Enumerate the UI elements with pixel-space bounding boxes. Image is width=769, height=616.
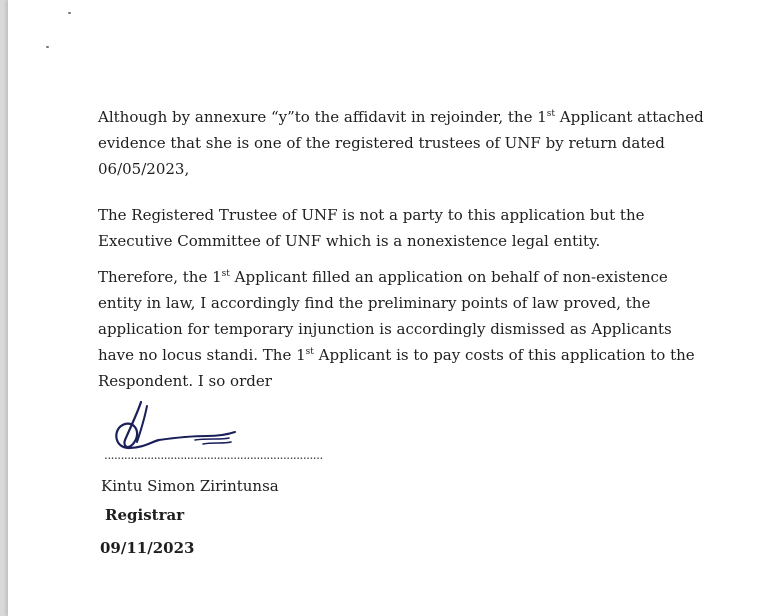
text-line: Executive Committee of UNF which is a nonexistence legal entity.: [98, 232, 601, 250]
ordinal-suffix: st: [221, 269, 230, 279]
signatory-title: Registrar: [105, 506, 185, 524]
ordinal-suffix: st: [546, 109, 556, 119]
text-run: Applicant filled an application on behalf of non-existence: [229, 268, 668, 286]
text-line: [98, 264, 698, 290]
paragraph-annexure: [98, 104, 704, 182]
text-line: application for temporary injunction is accordingly dismissed as Applicants: [98, 320, 672, 338]
signature-date: 09/11/2023: [100, 539, 195, 557]
text-line: [98, 104, 704, 130]
text-line: [98, 342, 698, 368]
paragraph-ruling: [98, 264, 698, 394]
ordinal-suffix: st: [305, 347, 314, 357]
text-line: The Registered Trustee of UNF is not a party to this application but the: [98, 206, 645, 224]
text-run: Therefore, the 1: [98, 268, 222, 286]
document-page: [8, 0, 769, 616]
text-line: evidence that she is one of the registered trustees of UNF by return dated: [98, 134, 665, 152]
scan-speck: [68, 12, 71, 14]
text-run: Although by annexure “y”to the affidavit in rejoinder, the 1: [98, 108, 547, 126]
text-line: Respondent. I so order: [98, 372, 272, 390]
scan-speck: [46, 46, 49, 48]
text-line: entity in law, I accordingly find the preliminary points of law proved, the: [98, 294, 651, 312]
text-run: Applicant attached: [555, 108, 704, 126]
signature-dotted-line: ..................................................................: [104, 448, 323, 462]
paragraph-registered-trustee: [98, 202, 698, 254]
signatory-name: Kintu Simon Zirintunsa: [101, 477, 279, 495]
text-run: have no locus standi. The 1: [98, 346, 306, 364]
text-line: 06/05/2023,: [98, 160, 190, 178]
text-run: Applicant is to pay costs of this application to the: [313, 346, 695, 364]
